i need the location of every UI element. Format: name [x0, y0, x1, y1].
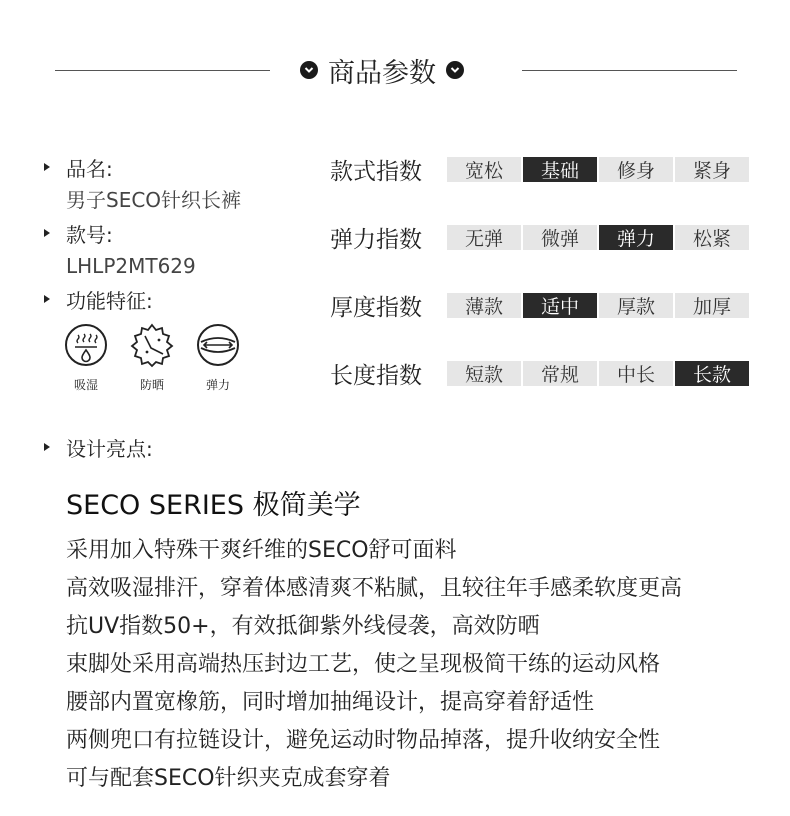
index-option-selected: 适中 — [523, 293, 597, 318]
page-title: 商品参数 — [328, 57, 436, 89]
design-highlights-label — [44, 430, 153, 464]
index-option: 紧身 — [675, 157, 749, 182]
stretch-icon — [195, 322, 241, 368]
spec-name-value: 男子SECO针织长裤 — [66, 188, 242, 212]
spec-features-label: 功能特征: — [66, 288, 153, 313]
index-option: 常规 — [523, 361, 597, 386]
description-line: 采用加入特殊干爽纤维的SECO舒可面料 — [66, 538, 457, 563]
index-option: 无弹 — [447, 225, 521, 250]
index-table — [330, 152, 751, 424]
index-option: 微弹 — [523, 225, 597, 250]
description-line: 腰部内置宽橡筋，同时增加抽绳设计，提高穿着舒适性 — [66, 690, 595, 715]
index-label: 厚度指数 — [330, 295, 422, 321]
spec-model-label: 款号: — [66, 222, 113, 247]
design-row — [44, 430, 153, 464]
feature-stretch — [194, 322, 242, 393]
description-line: 抗UV指数50+，有效抵御紫外线侵袭，高效防晒 — [66, 614, 540, 639]
spec-list — [44, 150, 304, 316]
index-option-selected: 基础 — [523, 157, 597, 182]
index-label: 弹力指数 — [330, 227, 422, 253]
bullet-icon — [44, 163, 50, 171]
design-label: 设计亮点: — [66, 436, 153, 461]
header-divider-left — [55, 70, 270, 71]
index-option: 修身 — [599, 157, 673, 182]
feature-label: 吸湿 — [73, 378, 98, 392]
bullet-icon — [44, 443, 50, 451]
sun-protection-icon — [129, 322, 175, 368]
index-option: 松紧 — [675, 225, 749, 250]
description-line: 束脚处采用高端热压封边工艺，使之呈现极简干练的运动风格 — [66, 652, 661, 677]
index-option: 薄款 — [447, 293, 521, 318]
design-heading: SECO SERIES 极简美学 — [66, 490, 361, 521]
index-option: 加厚 — [675, 293, 749, 318]
index-label: 款式指数 — [330, 159, 422, 185]
index-option: 厚款 — [599, 293, 673, 318]
index-row-elasticity — [330, 220, 751, 255]
index-row-thickness — [330, 288, 751, 323]
index-option-selected: 长款 — [675, 361, 749, 386]
index-option: 短款 — [447, 361, 521, 386]
header-divider-right — [522, 70, 737, 71]
description-line: 可与配套SECO针织夹克成套穿着 — [66, 766, 391, 791]
design-description — [66, 532, 766, 798]
index-row-length — [330, 356, 751, 391]
spec-model-value: LHLP2MT629 — [66, 254, 196, 278]
description-line: 高效吸湿排汗，穿着体感清爽不粘腻，且较往年手感柔软度更高 — [66, 576, 683, 601]
description-line: 两侧兜口有拉链设计，避免运动时物品掉落，提升收纳安全性 — [66, 728, 661, 753]
chevron-down-icon — [446, 61, 464, 79]
index-label: 长度指数 — [330, 363, 422, 389]
feature-label: 弹力 — [205, 378, 230, 392]
feature-label: 防晒 — [139, 378, 164, 392]
index-option-selected: 弹力 — [599, 225, 673, 250]
spec-name-row — [44, 150, 304, 184]
index-option: 宽松 — [447, 157, 521, 182]
bullet-icon — [44, 295, 50, 303]
chevron-down-icon — [300, 61, 318, 79]
feature-icons — [62, 322, 242, 393]
index-row-style — [330, 152, 751, 187]
moisture-absorb-icon — [63, 322, 109, 368]
feature-sun — [128, 322, 176, 393]
index-option: 中长 — [599, 361, 673, 386]
spec-features-row — [44, 282, 304, 316]
spec-name-label: 品名: — [66, 156, 113, 181]
feature-moisture — [62, 322, 110, 393]
spec-model-row — [44, 216, 304, 250]
section-header — [300, 50, 464, 90]
bullet-icon — [44, 229, 50, 237]
